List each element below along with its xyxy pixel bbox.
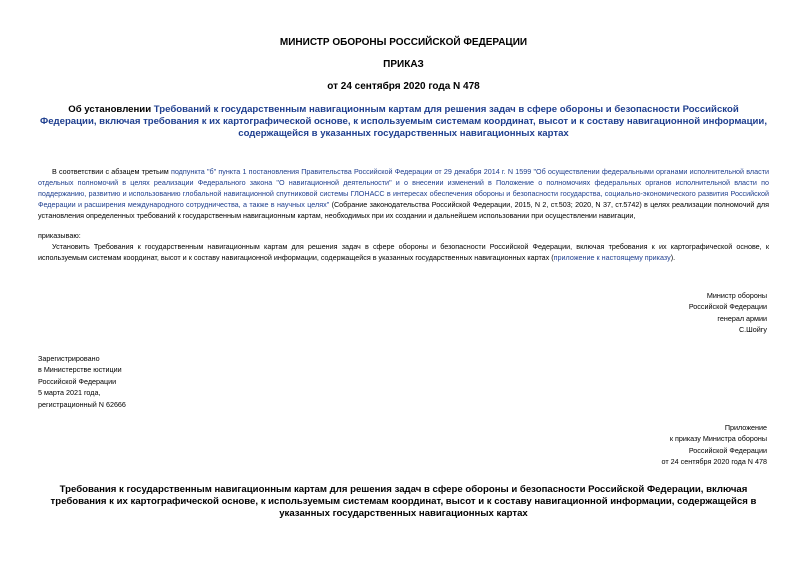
appendix-line-1: Приложение xyxy=(724,423,767,432)
order-text: Установить Требования к государственным навигационным картам для решения задач в сфере обороны и безопасности Российской Федерации, включая требования к их картографической основе, к используемым системам координат, высот и к составу навигационной информации, содержащейся в указанных государственных навигационных картах ( xyxy=(38,242,769,262)
appendix-line-4: от 24 сентября 2020 года N 478 xyxy=(661,457,767,467)
appendix-link[interactable]: приложение к настоящему приказу xyxy=(553,253,671,262)
appendix-line-2: к приказу Министра обороны xyxy=(669,434,767,444)
registration-line-5: регистрационный N 62666 xyxy=(38,399,126,409)
prikazyvayu-label: приказываю: xyxy=(38,231,81,240)
preamble-intro: В соответствии с абзацем третьим xyxy=(52,167,171,176)
appendix-line-3: Российской Федерации xyxy=(688,445,767,455)
appendix-block xyxy=(662,422,767,468)
date-number-heading: от 24 сентября 2020 года N 478 xyxy=(327,81,480,92)
preamble-rest: (Собрание законодательства Российской Федерации, 2015, N 2, ст.503; 2020, N 37, ст.5742) в целях реализации полномочий для установления определенных требований к государственным навигационным картам, необходимых при их создании и дальнейшем использовании при осуществлении навигации, xyxy=(38,200,770,220)
ministry-heading: МИНИСТР ОБОРОНЫ РОССИЙСКОЙ ФЕДЕРАЦИИ xyxy=(279,37,528,48)
order-paragraph xyxy=(38,241,769,263)
government-resolution-link[interactable]: подпункта "б" пункта 1 постановления Правительства Российской Федерации от 29 декабря 2014 г. N 1599 "Об осуществлении федеральными органами исполнительной власти отдельных полномочий в целях реализации Федерального закона "О навигационной деятельности" и о внесении изменений в Положение о полномочиях федеральных органов исполнительной власти по поддержанию, развитию и использованию глобальной навигационной спутниковой системы ГЛОНАСС в интересах обеспечения обороны и безопасности государства, социально-экономического развития Российской Федерации и расширения международного сотрудничества, а также в научных целях" xyxy=(38,167,769,209)
signature-position: Министр обороны xyxy=(706,291,767,300)
signature-name: С.Шойгу xyxy=(738,325,767,335)
registration-line-3: Российской Федерации xyxy=(38,376,117,386)
order-title xyxy=(40,104,767,140)
requirements-title-link[interactable]: Требований к государственным навигационным картам для решения задач в сфере обороны и безопасности Российской Федерации, включая требования к их картографической основе, к используемым системам координат, высот и к составу навигационной информации, содержащейся в указанных государственных навигационных картах xyxy=(40,104,768,139)
signature-block xyxy=(689,290,767,336)
preamble-paragraph xyxy=(38,166,769,221)
order-text-end: ). xyxy=(670,253,676,262)
requirements-heading: Требования к государственным навигационным картам для решения задач в сфере обороны и безопасности Российской Федерации, включая требования к их картографической основе, к используемым системам координат, высот и к составу навигационной информации, содержащейся в указанных государственных навигационных картах xyxy=(50,484,757,519)
signature-country: Российской Федерации xyxy=(688,302,767,312)
registration-line-4: 5 марта 2021 года, xyxy=(38,388,101,398)
order-title-prefix: Об установлении xyxy=(68,104,154,115)
registration-line-1: Зарегистрировано xyxy=(38,354,100,363)
doc-type-heading: ПРИКАЗ xyxy=(383,59,424,70)
signature-rank: генерал армии xyxy=(717,313,767,323)
registration-block xyxy=(38,353,126,410)
registration-line-2: в Министерстве юстиции xyxy=(38,365,122,375)
